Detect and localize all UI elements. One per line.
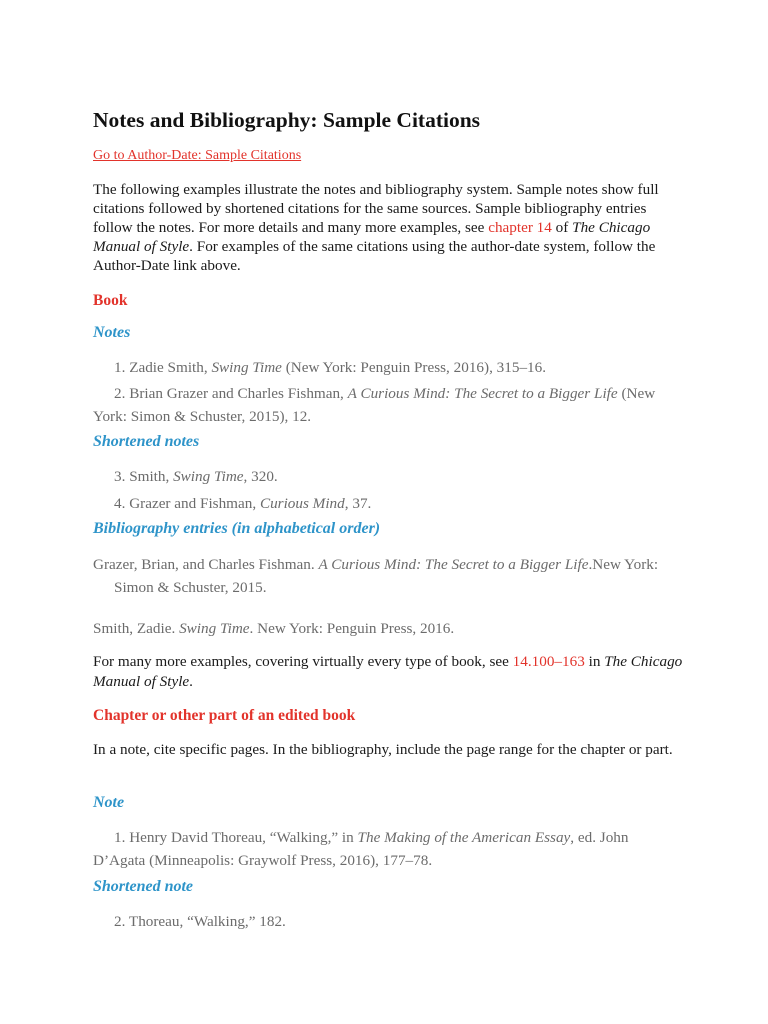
intro-paragraph (93, 180, 683, 275)
short-3-text: 3. Smith, (114, 468, 174, 485)
short-4-text: 4. Grazer and Fishman, (114, 495, 260, 512)
book-bibliography-heading: Bibliography entries (in alphabetical order) (93, 520, 381, 537)
chapter-note-text: 1. Henry David Thoreau, “Walking,” in (114, 829, 358, 846)
more-text-mid: in (584, 653, 605, 670)
chapter-short-note-2: 2. Thoreau, “Walking,” 182. (114, 913, 286, 930)
chapter-note-title: The Making of the American Essay (357, 829, 571, 846)
book-note-1 (93, 356, 683, 379)
note-2-text: 2. Brian Grazer and Charles Fishman, (114, 385, 348, 402)
intro-text-1: The following examples illustrate the notes and bibliography system. Sample notes show full citations followed by shortened citations for the same sources. Sample bibliography entries follow the notes. For more details and many more examples, see (93, 181, 659, 236)
bibliography-entry-grazer (93, 553, 683, 599)
more-text: For many more examples, covering virtually every type of book, see (93, 653, 513, 670)
more-book-title: The Chicago Manual of Style (93, 653, 683, 690)
chapter-shortened-heading: Shortened note (93, 878, 194, 895)
note-1-pub: (New York: Penguin Press, 2016), 315–16. (281, 359, 547, 376)
chapter-description: In a note, cite specific pages. In the bibliography, include the page range for the chapter or part. (93, 741, 673, 758)
note-2-pub: (New York: Simon & Schuster, 2015), 12. (93, 385, 656, 425)
book-note-2 (93, 382, 683, 428)
short-3-title: Swing Time (173, 468, 244, 485)
book-notes-heading: Notes (93, 324, 131, 341)
more-text-end: . (189, 673, 193, 690)
book-short-note-4 (93, 492, 683, 515)
book-heading: Book (93, 292, 128, 309)
bibliography-entry-smith (93, 617, 683, 640)
short-3-pages: , 320. (243, 468, 278, 485)
chapter-heading: Chapter or other part of an edited book (93, 707, 356, 724)
bib-1-title: A Curious Mind: The Secret to a Bigger Life (318, 556, 589, 573)
author-date-link[interactable]: Go to Author-Date: Sample Citations (93, 148, 302, 163)
book-short-note-3 (93, 465, 683, 488)
article (93, 106, 683, 930)
page-title: Notes and Bibliography: Sample Citations (93, 108, 481, 132)
book-shortened-heading: Shortened notes (93, 433, 200, 450)
short-4-title: Curious Mind (259, 495, 345, 512)
intro-text-3: . For examples of the same citations using the author-date system, follow the Author-Date link above. (93, 238, 656, 274)
note-2-title: A Curious Mind: The Secret to a Bigger Life (347, 385, 618, 402)
chapter-note-pub: , ed. John D’Agata (Minneapolis: Graywolf Press, 2016), 177–78. (93, 829, 629, 869)
bib-2-pub: . New York: Penguin Press, 2016. (249, 620, 455, 637)
section-14-100-link[interactable]: 14.100–163 (512, 653, 585, 670)
bib-2-text: Smith, Zadie. (93, 620, 180, 637)
more-examples-paragraph (93, 652, 683, 692)
chapter-14-link[interactable]: chapter 14 (488, 219, 552, 236)
intro-text-2: of (551, 219, 573, 236)
short-4-pages: , 37. (344, 495, 372, 512)
chapter-note-heading: Note (93, 794, 125, 811)
bib-2-title: Swing Time (179, 620, 250, 637)
note-1-title: Swing Time (211, 359, 282, 376)
intro-book-title: The Chicago Manual of Style (93, 219, 651, 255)
note-1-text: 1. Zadie Smith, (114, 359, 212, 376)
bib-1-text: Grazer, Brian, and Charles Fishman. (93, 556, 319, 573)
chapter-note-1 (93, 826, 683, 872)
bib-1-pub: .New York: Simon & Schuster, 2015. (114, 556, 659, 596)
